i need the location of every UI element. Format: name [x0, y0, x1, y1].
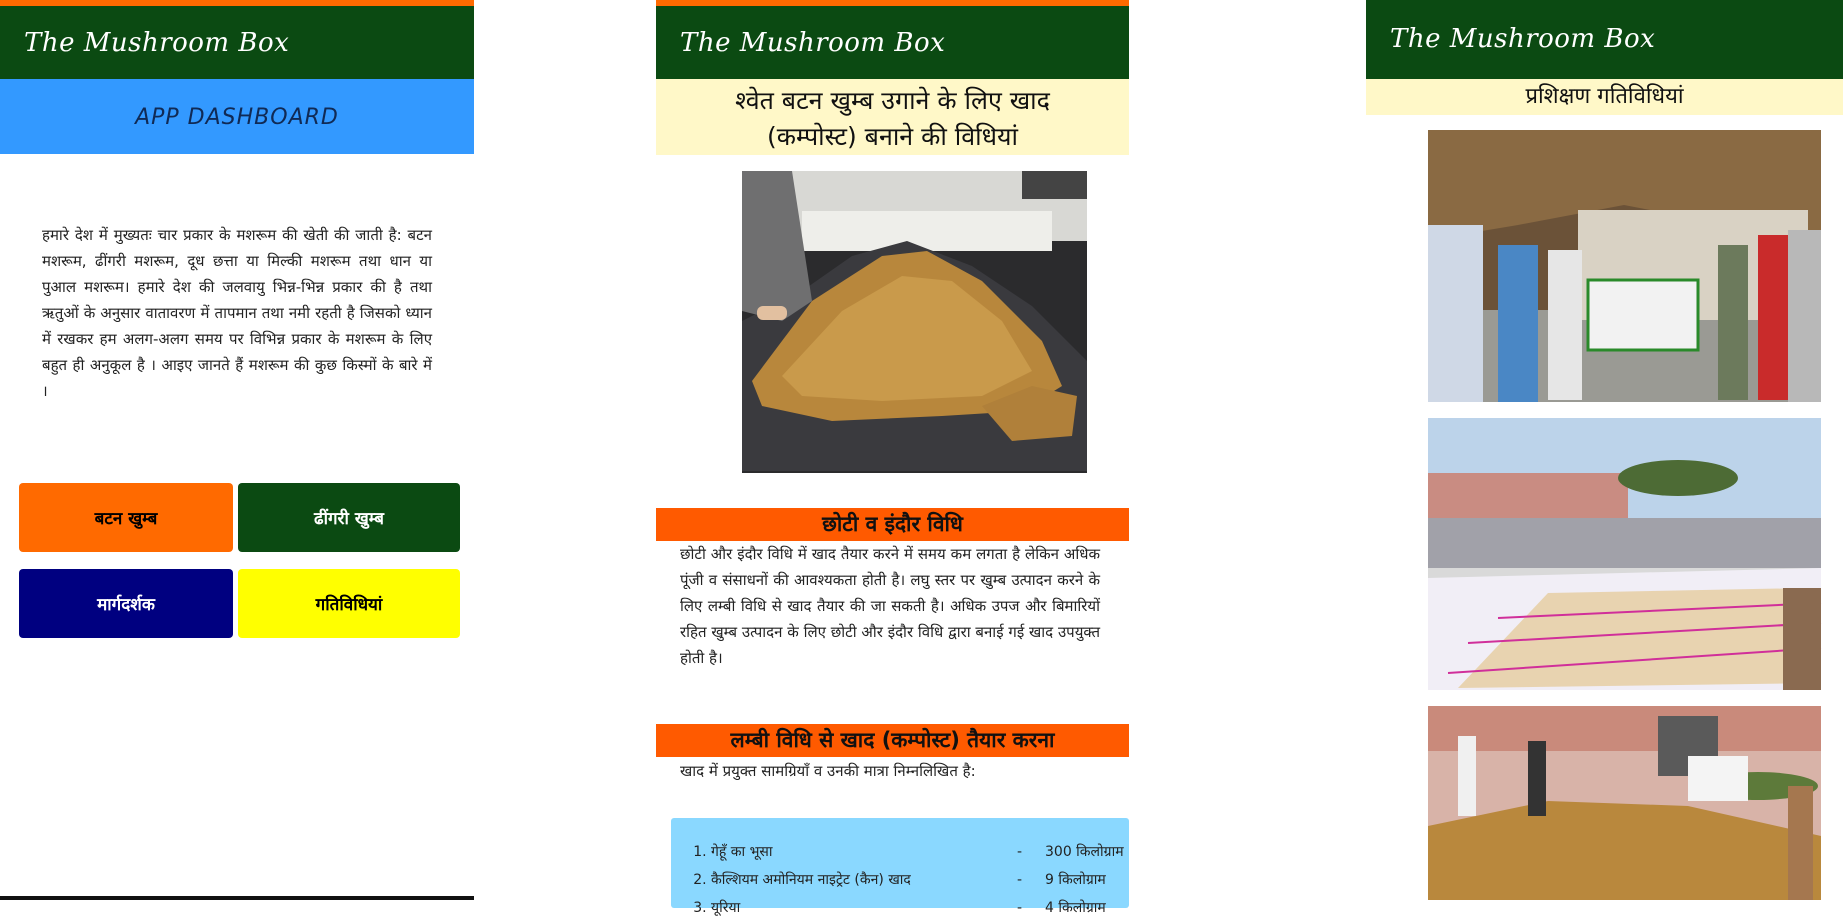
short-method-text: छोटी और इंदौर विधि में खाद तैयार करने में समय कम लगता है लेकिन अधिक पूंजी व संसाधनों की आवश्यकता होती है। लघु स्तर पर खुम्ब उत्पादन करने के लिए लम्बी विधि से खाद तैयार की जा सकती है। अधिक उपज और बिमारियों रहित खुम्ब उत्पादन के लिए छोटी और इंदौर विधि द्वारा बनाई गई खाद उपयुक्त होती है।: [680, 545, 1100, 667]
list-item: 3. यूरिया - 4 किलोग्राम: [711, 894, 1129, 922]
ingredient-list: [671, 818, 1129, 916]
app-bar: [1366, 0, 1843, 79]
dhingri-mushroom-tile[interactable]: ढींगरी खुम्ब: [238, 483, 460, 552]
list-item: 2. कैल्शियम अमोनियम नाइट्रेट (कैन) खाद - 9 किलोग्राम: [711, 866, 1129, 894]
long-method-intro: खाद में प्रयुक्त सामग्रियाँ व उनकी मात्रा निम्नलिखित है:: [680, 762, 976, 780]
button-mushroom-tile[interactable]: बटन खुम्ब: [19, 483, 233, 552]
guide-tile[interactable]: मार्गदर्शक: [19, 569, 233, 638]
dashboard-banner-label: APP DASHBOARD: [135, 105, 339, 130]
straw-spreading-photo: [1428, 706, 1821, 900]
compost-heading-line2: (कम्पोस्ट) बनाने की विधियां: [767, 122, 1018, 151]
dashboard-screen: [0, 0, 474, 900]
app-title: The Mushroom Box: [680, 28, 946, 58]
bottom-divider: [0, 896, 474, 900]
activities-tile[interactable]: गतिविधियां: [238, 569, 460, 638]
list-item: 1. गेहूँ का भूसा - 300 किलोग्राम: [711, 838, 1129, 866]
compost-screen: [656, 0, 1129, 916]
app-bar: [0, 6, 474, 79]
app-title: The Mushroom Box: [24, 28, 290, 58]
dashboard-banner: [0, 79, 474, 154]
training-banner-group-photo: [1428, 130, 1821, 402]
app-title: The Mushroom Box: [1390, 24, 1656, 54]
long-method-heading: लम्बी विधि से खाद (कम्पोस्ट) तैयार करना: [656, 724, 1129, 757]
activities-heading: प्रशिक्षण गतिविधियां: [1366, 79, 1843, 115]
intro-text: हमारे देश में मुख्यतः चार प्रकार के मशरूम की खेती की जाती है: बटन मशरूम, ढींगरी मशरूम, दूध छत्ता या मिल्की मशरूम तथा धान या पुआल मशरूम। हमारे देश की जलवायु भिन्न-भिन्न प्रकार की है तथा ऋतुओं के अनुसार वातावरण में तापमान तथा नमी रहती है जिसको ध्यान में रखकर हम अलग-अलग समय पर विभिन्न प्रकार के मशरूम के लिए बहुत ही अनुकूल है । आइए जानते हैं मशरूम की कुछ किस्मों के बारे में ।: [42, 226, 432, 400]
compost-field-training-photo: [1428, 418, 1821, 690]
short-method-heading: छोटी व इंदौर विधि: [656, 508, 1129, 541]
compost-pile-photo: [742, 171, 1087, 473]
app-bar: [656, 6, 1129, 79]
activities-screen: [1366, 0, 1843, 900]
compost-heading-line1: श्वेत बटन खुम्ब उगाने के लिए खाद: [735, 86, 1050, 115]
compost-heading: [656, 79, 1129, 155]
